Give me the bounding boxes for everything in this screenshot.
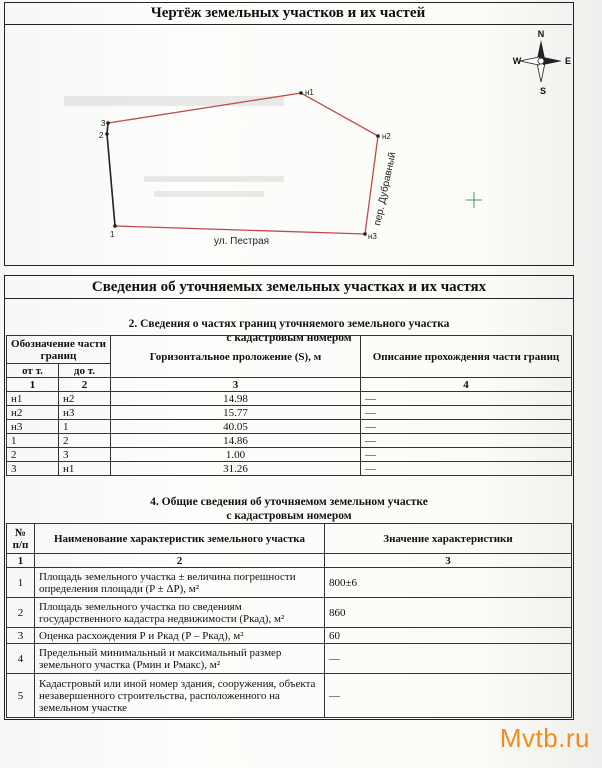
point-label-n2: н2 [382, 132, 391, 141]
table-row [7, 406, 572, 420]
section-title: Сведения об уточняемых земельных участках и их частях [4, 275, 574, 299]
cell-length: 14.86 [111, 434, 361, 448]
table2 [6, 335, 572, 476]
cell-no: 2 [7, 598, 35, 628]
table2-col-from: от т. [7, 364, 59, 378]
table4-col-no: № п/п [7, 524, 35, 554]
drawing-title: Чертёж земельных участков и их частей [4, 2, 572, 25]
compass-w: W [512, 56, 522, 66]
point-label-2: 2 [99, 131, 104, 140]
cell-value: 800±6 [325, 568, 572, 598]
table-row [7, 462, 572, 476]
cell-name: Кадастровый или иной номер здания, сооружения, объекта незавершенного строительства, расположенного на земельном участке [35, 674, 325, 718]
table-row [7, 644, 572, 674]
cell-length: 14.98 [111, 392, 361, 406]
compass-s: S [539, 86, 547, 96]
cell-to: н3 [59, 406, 111, 420]
cell-from: 1 [7, 434, 59, 448]
center-cross-icon [466, 192, 482, 208]
cell-to: н1 [59, 462, 111, 476]
cell-to: 1 [59, 420, 111, 434]
table2-colnum: 1 [7, 378, 59, 392]
table2-heading-line2: с кадастровым номером [226, 332, 352, 344]
drawing-area [4, 26, 572, 264]
street-label-dubravny: пер. Дубравный [372, 151, 399, 227]
table-row [7, 392, 572, 406]
plot-boundary-black [107, 123, 115, 226]
cell-value: — [325, 674, 572, 718]
cell-value: 60 [325, 628, 572, 644]
cell-desc: — [361, 462, 572, 476]
table4-colnum: 1 [7, 554, 35, 568]
cell-from: н1 [7, 392, 59, 406]
cell-no: 4 [7, 644, 35, 674]
street-label-pestraya: ул. Пестрая [214, 236, 270, 247]
point-label-n3: н3 [368, 232, 377, 241]
cell-to: 2 [59, 434, 111, 448]
tables-frame [4, 299, 574, 720]
cell-no: 5 [7, 674, 35, 718]
compass-e: E [564, 56, 572, 66]
cell-no: 1 [7, 568, 35, 598]
cell-desc: — [361, 392, 572, 406]
table-row [7, 420, 572, 434]
table2-col-designation: Обозначение части границ [7, 336, 111, 364]
table4-heading [5, 495, 573, 523]
compass-rose-icon [513, 29, 571, 96]
cell-length: 15.77 [111, 406, 361, 420]
table2-colnum: 4 [361, 378, 572, 392]
cell-length: 1.00 [111, 448, 361, 462]
point-label-3: 3 [101, 119, 106, 128]
cell-name: Оценка расхождения Р и Ркад (Р – Ркад), м² [35, 628, 325, 644]
table2-col-desc: Описание прохождения части границ [361, 336, 572, 378]
table2-col-length: Горизонтальное проложение (S), м [111, 336, 361, 378]
cell-from: н3 [7, 420, 59, 434]
scan-noise [64, 96, 284, 197]
cell-name: Площадь земельного участка ± величина погрешности определения площади (P ± ΔP), м² [35, 568, 325, 598]
table4-heading-line1: 4. Общие сведения об уточняемом земельном участке [150, 496, 428, 508]
cell-name: Площадь земельного участка по сведениям государственного кадастра недвижимости (Ркад), м² [35, 598, 325, 628]
point-markers [105, 91, 380, 236]
site-watermark: Mvtb.ru [499, 723, 590, 753]
cell-desc: — [361, 406, 572, 420]
cell-from: 2 [7, 448, 59, 462]
table4-col-value: Значение характеристики [325, 524, 572, 554]
cell-length: 40.05 [111, 420, 361, 434]
cell-desc: — [361, 420, 572, 434]
cell-from: 3 [7, 462, 59, 476]
table2-heading-line1: 2. Сведения о частях границ уточняемого земельного участка [128, 318, 450, 330]
table2-colnum: 2 [59, 378, 111, 392]
plot-boundary-red [108, 93, 378, 234]
cell-desc: — [361, 434, 572, 448]
table4-colnum: 2 [35, 554, 325, 568]
table-row [7, 598, 572, 628]
table-row [7, 568, 572, 598]
cell-to: н2 [59, 392, 111, 406]
table4-colnum: 3 [325, 554, 572, 568]
cell-length: 31.26 [111, 462, 361, 476]
table2-colnum: 3 [111, 378, 361, 392]
point-label-1: 1 [110, 230, 115, 239]
table4 [6, 523, 572, 718]
cell-name: Предельный минимальный и максимальный размер земельного участка (Рмин и Рмакс), м² [35, 644, 325, 674]
table4-col-name: Наименование характеристик земельного участка [35, 524, 325, 554]
table-row [7, 674, 572, 718]
compass-n: N [537, 29, 545, 39]
cell-value: 860 [325, 598, 572, 628]
table-row [7, 628, 572, 644]
cell-from: н2 [7, 406, 59, 420]
table-row [7, 434, 572, 448]
point-label-n1: н1 [305, 88, 314, 97]
table4-heading-line2: с кадастровым номером [226, 510, 352, 522]
table2-col-to: до т. [59, 364, 111, 378]
cell-desc: — [361, 448, 572, 462]
plot-drawing [4, 26, 572, 264]
table-row [7, 448, 572, 462]
cell-value: — [325, 644, 572, 674]
cell-no: 3 [7, 628, 35, 644]
cell-to: 3 [59, 448, 111, 462]
